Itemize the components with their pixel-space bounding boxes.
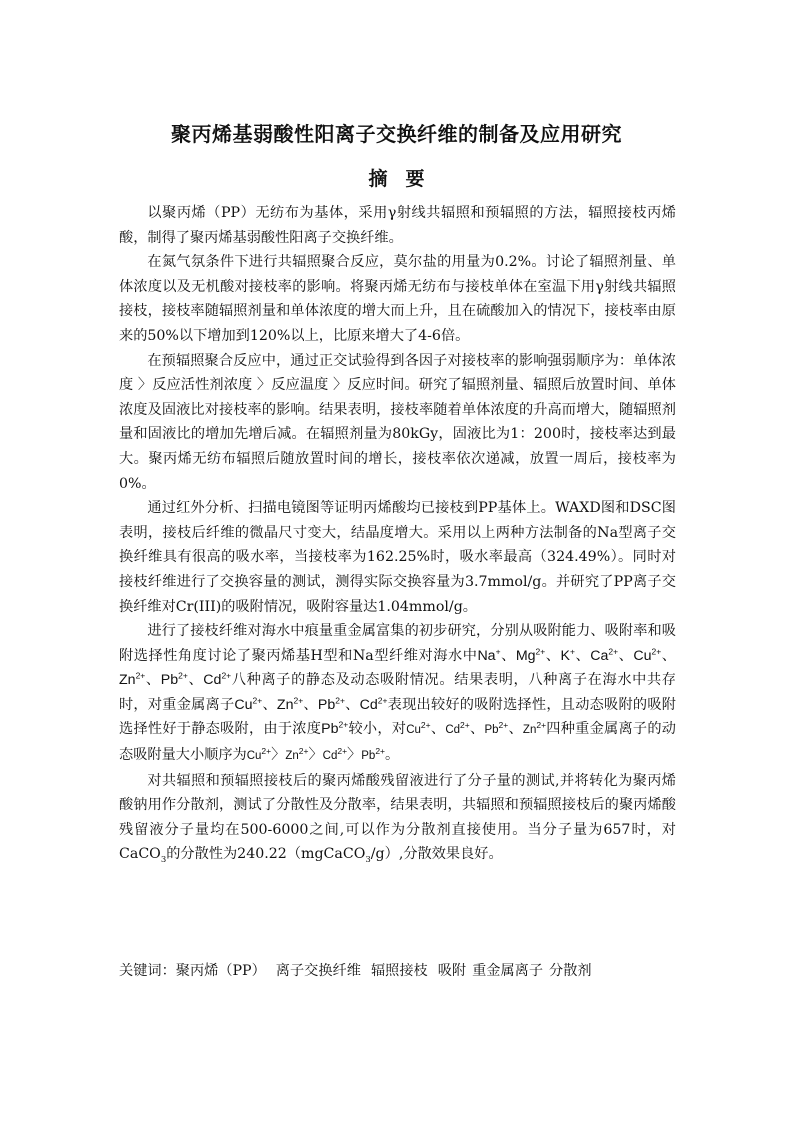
ion-base: Pb	[321, 721, 339, 738]
ion-charge: 2+	[420, 720, 431, 731]
abstract-body	[119, 201, 676, 867]
greater-than-sign: 〉	[347, 747, 362, 764]
ion-ca	[590, 645, 619, 664]
ion-zn	[522, 720, 547, 737]
ion-zn	[277, 697, 303, 713]
ion-base: Pb	[361, 750, 376, 763]
ion-cd	[203, 672, 231, 688]
p5-text-b: 八种离子的静态及动态吸附情况。结果表明，八种离子在海水中共存时，对重金属离子	[119, 672, 676, 713]
p5-text-e: 四种重金属离子的动态吸附量大小顺序为	[119, 721, 676, 764]
p6-text-a: 对共辐照和预辐照接枝后的聚丙烯酸残留液进行了分子量的测试,并将转化为聚丙烯酸钠用作分散剂，测试了分散性及分散率，结果表明，共辐照和预辐照接枝后的聚丙烯酸残留液分子量均在500-6000之间,可以作为分散剂直接使用。当分子量为657时，对CaCO	[119, 772, 676, 863]
greater-than-sign: 〉	[308, 747, 323, 764]
ion-pb	[484, 720, 509, 737]
abstract-paragraph-1: 以聚丙烯（PP）无纺布为基体，采用γ射线共辐照和预辐照的方法，辐照接枝丙烯酸，制得了聚丙烯基弱酸性阳离子交换纤维。	[119, 205, 676, 246]
ion-pb	[321, 721, 348, 737]
ion-base: Cd	[203, 672, 222, 689]
ion-pb	[361, 746, 386, 763]
ion-mg	[515, 645, 546, 664]
separator: 、	[661, 647, 676, 664]
ion-base: Cu	[633, 647, 652, 664]
separator: 、	[508, 721, 523, 738]
ion-cd	[360, 697, 388, 713]
abstract-paragraph-2: 在氮气氛条件下进行共辐照聚合反应，莫尔盐的用量为0.2%。讨论了辐照剂量、单体浓度以及无机酸对接枝率的影响。将聚丙烯无纺布与接枝单体在室温下用γ射线共辐照接枝，接枝率随辐照剂量和单体浓度的增大而上升，且在硫酸加入的情况下，接枝率由原来的50%以下增加到120%以上，比原来增大了4-6倍。	[119, 254, 676, 344]
ion-base: Pb	[484, 724, 499, 737]
ion-charge: 2+	[337, 746, 348, 757]
ion-base: Cu	[234, 696, 253, 713]
keyword: 分散剂	[549, 963, 592, 979]
ion-cd	[445, 720, 470, 737]
ion-charge: 2+	[252, 695, 263, 706]
ion-charge: 2+	[375, 746, 386, 757]
keyword: 聚丙烯（PP）	[175, 963, 266, 979]
keyword: 重金属离子	[472, 963, 544, 979]
ion-charge: 2+	[261, 746, 272, 757]
ion-charge: 2+	[536, 720, 547, 731]
ion-base: Cd	[359, 696, 378, 713]
ion-charge: 2+	[608, 645, 619, 656]
ion-charge: 2+	[377, 695, 388, 706]
separator: 、	[187, 672, 204, 689]
separator: 、	[430, 721, 446, 738]
keyword: 辐照接枝	[370, 963, 428, 979]
ion-charge: 2+	[135, 670, 146, 681]
p5-text-d: 较小，对	[348, 721, 407, 738]
ion-base: Cu	[246, 750, 262, 763]
abstract-paragraph-3: 在预辐照聚合反应中，通过正交试验得到各因子对接枝率的影响强弱顺序为：单体浓度 〉反应活性剂浓度 〉反应温度 〉反应时间。研究了辐照剂量、辐照后放置时间、单体浓度及固液比对接枝率的影响。结果表明，接枝率随着单体浓度的升高而增大，随辐照剂量和固液比的增加先增后减。在辐照剂量为80kGy，固液比为1：200时，接枝率达到最大。聚丙烯无纺布辐照后随放置时间的增长，接枝率依次递减，放置一周后，接枝率为0%。	[119, 352, 676, 492]
ion-base: Cd	[322, 750, 338, 763]
subscript: 3	[365, 855, 371, 866]
separator: 、	[469, 721, 485, 738]
ion-charge: 2+	[460, 720, 470, 731]
p5-text-a: 进行了接枝纤维对海水中痕量重金属富集的初步研究，分别从吸附能力、吸附率和吸附选择性角度讨论了聚丙烯基H型和Na型纤维对海水中	[119, 623, 676, 664]
ion-base: Zn	[522, 724, 537, 737]
ion-cu	[633, 645, 662, 664]
keywords-label: 关键词：	[119, 963, 176, 979]
separator: 、	[262, 696, 277, 713]
ion-zn	[119, 672, 145, 688]
ion-charge: 2+	[338, 719, 349, 730]
ion-zn	[285, 746, 309, 763]
ion-cu	[246, 746, 272, 763]
abstract-heading-char-2: 要	[405, 168, 425, 190]
document-title: 聚丙烯基弱酸性阳离子交换纤维的制备及应用研究	[171, 122, 622, 146]
abstract-paragraph-4: 通过红外分析、扫描电镜图等证明丙烯酸均已接枝到PP基体上。WAXD图和DSC图表明，接枝后纤维的微晶尺寸变大，结晶度增大。采用以上两种方法制备的Na型离子交换纤维具有很高的吸水率，当接枝率为162.25%时，吸水率最高（324.49%）。同时对接枝纤维进行了交换容量的测试，测得实际交换容量为3.7mmol/g。并研究了PP离子交换纤维对Cr(III)的吸附情况，吸附容量达1.04mmol/g。	[119, 500, 676, 615]
ion-base: Zn	[119, 672, 136, 689]
abstract-heading-char-1: 摘	[368, 168, 388, 190]
ion-cu	[234, 697, 262, 713]
separator: 、	[500, 647, 516, 664]
keywords-line	[119, 959, 679, 983]
ion-base: Cu	[406, 724, 421, 737]
ion-charge: 2+	[651, 645, 662, 656]
separator: 、	[618, 647, 634, 664]
ion-base: Mg	[515, 647, 536, 664]
ion-base: Pb	[160, 672, 179, 689]
keyword: 离子交换纤维	[275, 963, 361, 979]
ion-charge: 2+	[298, 746, 309, 757]
ion-k	[560, 645, 575, 664]
ion-charge: 2+	[535, 645, 546, 656]
separator: 、	[574, 647, 591, 664]
ion-base: Zn	[276, 696, 294, 713]
period: 。	[385, 747, 400, 764]
ion-cu	[406, 720, 431, 737]
ion-pb	[161, 672, 188, 688]
p6-text-c: /g）,分散效果良好。	[370, 846, 503, 863]
separator: 、	[303, 696, 318, 713]
ion-charge: +	[495, 645, 501, 656]
ion-charge: 2+	[178, 670, 188, 681]
ion-base: Zn	[285, 750, 299, 763]
ion-na	[477, 645, 501, 664]
keyword: 吸附	[437, 963, 467, 979]
ion-charge: 2+	[293, 695, 304, 706]
ion-charge: 2+	[498, 720, 509, 731]
ion-charge: +	[570, 645, 575, 656]
ion-charge: 2+	[335, 695, 345, 706]
ion-base: Cd	[445, 724, 461, 737]
subscript: 3	[160, 855, 167, 866]
p5-text-c: 表现出较好的吸附选择性，且动态吸附的吸附选择性好于静态吸附，由于浓度	[119, 696, 676, 738]
p6-text-b: 的分散性为240.22（mgCaCO	[166, 846, 366, 863]
ion-charge: 2+	[221, 670, 232, 681]
abstract-paragraph-5	[119, 619, 676, 769]
ion-cd	[322, 746, 348, 763]
ion-base: Na	[477, 647, 496, 664]
abstract-heading	[0, 165, 793, 193]
separator: 、	[545, 647, 561, 664]
ion-base: Pb	[317, 696, 336, 713]
ion-base: K	[560, 647, 570, 664]
greater-than-sign: 〉	[271, 747, 286, 764]
separator: 、	[344, 696, 360, 713]
ion-base: Ca	[590, 647, 609, 664]
separator: 、	[145, 672, 161, 689]
abstract-paragraph-6	[119, 769, 676, 867]
ion-pb	[318, 697, 345, 713]
